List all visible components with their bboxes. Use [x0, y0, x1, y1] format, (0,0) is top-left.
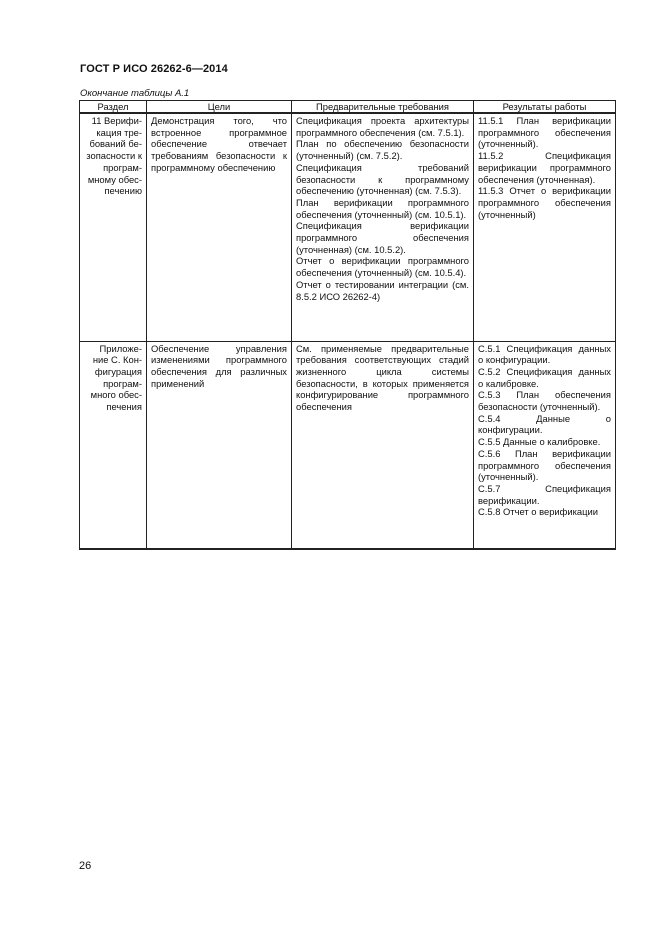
result-item: 11.5.1 План верификации программного обеспечения (уточненный). — [478, 115, 611, 150]
column-header-results: Результаты работы — [474, 101, 616, 114]
result-item: 11.5.3 Отчет о верификации программного обеспечения (уточненный) — [478, 185, 611, 220]
section-line: програм- — [103, 377, 142, 389]
section-line: бований бе- — [89, 138, 142, 150]
results-cell — [474, 341, 616, 549]
section-line: зопасности к — [86, 150, 142, 162]
result-item: С.5.2 Спецификация данных о калибровке. — [478, 365, 611, 389]
section-line: програм- — [103, 161, 142, 173]
page-number: 26 — [79, 860, 92, 872]
prerequisite-item: Спецификация верификации программного обеспечения (уточненная) (см. 10.5.2). — [296, 220, 469, 255]
prerequisite-item: Спецификация требований безопасности к программному обеспечению (уточненная) (см. 7.5.3). — [296, 161, 469, 197]
section-line: 11 Верифи- — [91, 115, 142, 126]
section-line: печению — [104, 185, 142, 197]
result-item: С.5.5 Данные о калибровке. — [478, 436, 601, 448]
result-item: С.5.7 Спецификация верификации. — [478, 482, 611, 506]
table-row — [80, 341, 616, 549]
prerequisite-item: План по обеспечению безопасности (уточненный) (см. 7.5.2). — [296, 138, 469, 162]
prerequisite-item: Спецификация проекта архитектуры программного обеспечения (см. 7.5.1). — [296, 115, 469, 138]
section-cell — [80, 113, 147, 341]
prerequisite-item: Отчет о верификации программного обеспечения (уточненный) (см. 10.5.4). — [296, 255, 469, 279]
section-line: Приложе- — [99, 342, 142, 354]
prerequisite-item: Отчет о тестировании интеграции (см. 8.5.2 ИСО 26262-4) — [296, 278, 469, 302]
results-cell — [474, 113, 616, 341]
result-item: С.5.6 План верификации программного обеспечения (уточненный). — [478, 447, 611, 483]
column-header-goals: Цели — [147, 101, 292, 114]
prerequisites-cell — [292, 113, 474, 341]
goals-text: Демонстрация того, что встроенное программное обеспечение отвечает требованиям безопасности к программному обеспечению — [151, 115, 287, 173]
result-item: С.5.3 План обеспечения безопасности (уточненный). — [478, 389, 611, 413]
column-header-section: Раздел — [80, 101, 147, 114]
goals-cell — [147, 341, 292, 549]
prerequisite-item: План верификации программного обеспечения (уточненный) (см. 10.5.1). — [296, 196, 469, 220]
section-cell — [80, 341, 147, 549]
goals-cell — [147, 113, 292, 341]
section-line: кация тре- — [96, 126, 142, 138]
document-header: ГОСТ Р ИСО 26262-6—2014 — [80, 63, 228, 75]
section-line: печения — [106, 401, 142, 413]
goals-text: Обеспечение управления изменениями программного обеспечения для различных применений — [151, 342, 287, 389]
section-line: мному обес- — [87, 173, 142, 185]
requirements-table — [79, 100, 616, 550]
prerequisite-item: См. применяемые предварительные требования соответствующих стадий жизненного цикла системы безопасности, в которых применяется конфигурирование программного обеспечения — [296, 342, 469, 413]
result-item: С.5.8 Отчет о верификации — [478, 506, 598, 518]
section-line: много обес- — [90, 389, 142, 401]
table-header-row — [80, 101, 616, 114]
section-line: фигурация — [94, 365, 142, 377]
table-row — [80, 113, 616, 341]
result-item: С.5.1 Спецификация данных о конфигурации. — [478, 342, 611, 366]
prerequisites-cell — [292, 341, 474, 549]
result-item: С.5.4 Данные о конфигурации. — [478, 412, 611, 436]
section-line: ние С. Кон- — [92, 354, 142, 366]
result-item: 11.5.2 Спецификация верификации программного обеспечения (уточненная). — [478, 150, 611, 185]
table-caption: Окончание таблицы А.1 — [80, 88, 190, 99]
column-header-prerequisites: Предварительные требования — [292, 101, 474, 114]
